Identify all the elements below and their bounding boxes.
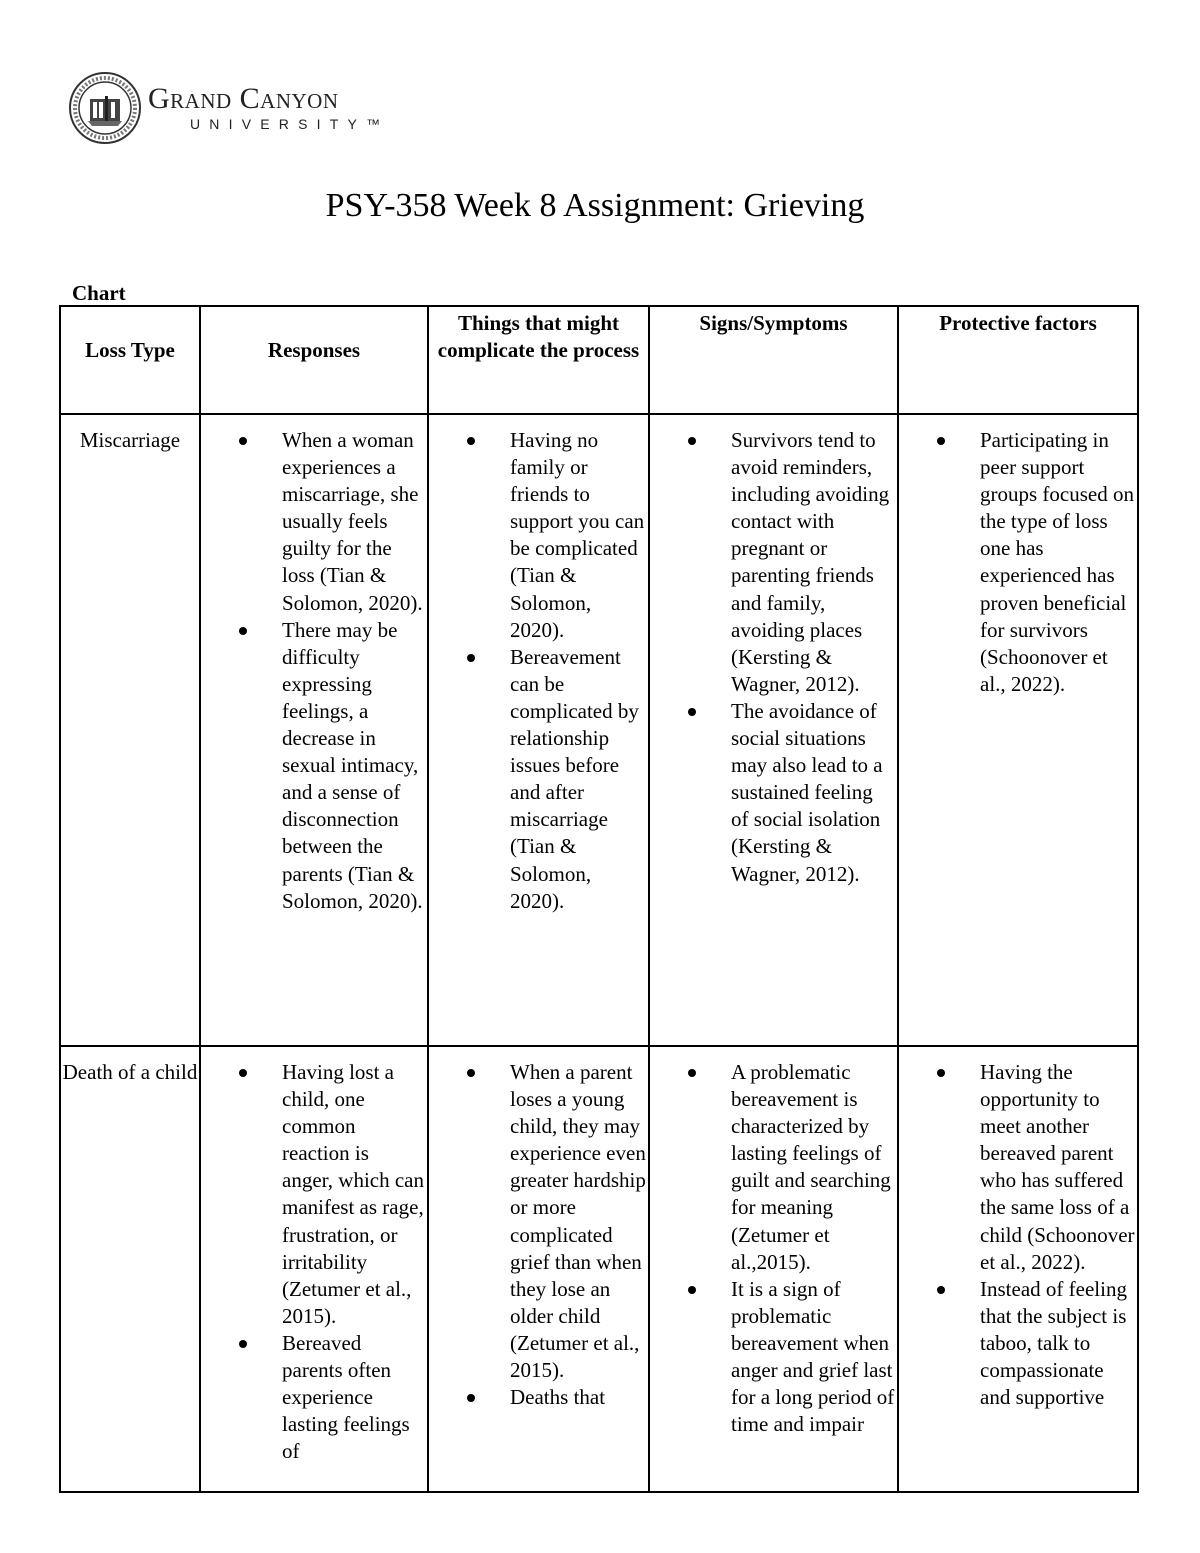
table-row [60,414,1138,1046]
logo-name: Grand Canyon [148,82,339,115]
complications-cell [428,414,649,1046]
university-logo [68,70,389,146]
list-item: When a woman experiences a miscarriage, she usually feels guilty for the loss (Tian & Solomon, 2020). [201,427,427,617]
symptoms-cell [649,414,898,1046]
section-label: Chart [72,281,126,305]
symptoms-cell [649,1046,898,1492]
responses-cell [200,1046,428,1492]
list-item: There may be difficulty expressing feelings, a decrease in sexual intimacy, and a sense of disconnection between the parents (Tian & Solomon, 2020). [201,617,427,915]
list-item: Having the opportunity to meet another bereaved parent who has suffered the same loss of a child (Schoonover et al., 2022). [899,1059,1137,1276]
protective-cell [898,1046,1138,1492]
list-item: The avoidance of social situations may also lead to a sustained feeling of social isolation (Kersting & Wagner, 2012). [650,698,897,888]
header-signs-symptoms: Signs/Symptoms [649,306,898,414]
list-item: Bereaved parents often experience lasting feelings of [201,1330,427,1465]
list-item: Participating in peer support groups focused on the type of loss one has experienced has proven beneficial for survivors (Schoonover et al., 2022). [899,427,1137,698]
list-item: Having lost a child, one common reaction is anger, which can manifest as rage, frustration, or irritability (Zetumer et al., 2015). [201,1059,427,1330]
loss-type-cell: Death of a child [60,1046,200,1492]
grief-chart-table [59,305,1139,1493]
header-responses: Responses [200,306,428,414]
table-header-row [60,306,1138,414]
table-row [60,1046,1138,1492]
list-item: Survivors tend to avoid reminders, including avoiding contact with pregnant or parenting friends and family, avoiding places (Kersting & Wagner, 2012). [650,427,897,698]
list-item: Deaths that [429,1384,648,1411]
header-complications: Things that might complicate the process [428,306,649,414]
list-item: Bereavement can be complicated by relationship issues before and after miscarriage (Tian & Solomon, 2020). [429,644,648,915]
logo-subtitle: UNIVERSITY™ [190,116,390,132]
loss-type-cell: Miscarriage [60,414,200,1046]
complications-cell [428,1046,649,1492]
header-loss-type: Loss Type [60,306,200,414]
protective-cell [898,414,1138,1046]
list-item: Having no family or friends to support you can be complicated (Tian & Solomon, 2020). [429,427,648,644]
list-item: Instead of feeling that the subject is taboo, talk to compassionate and supportive [899,1276,1137,1411]
document-title: PSY-358 Week 8 Assignment: Grieving [325,187,865,224]
responses-cell [200,414,428,1046]
university-seal-icon [68,71,142,145]
list-item: It is a sign of problematic bereavement when anger and grief last for a long period of time and impair [650,1276,897,1439]
header-protective-factors: Protective factors [898,306,1138,414]
list-item: A problematic bereavement is characterized by lasting feelings of guilt and searching for meaning (Zetumer et al.,2015). [650,1059,897,1276]
list-item: When a parent loses a young child, they may experience even greater hardship or more complicated grief than when they lose an older child (Zetumer et al., 2015). [429,1059,648,1384]
